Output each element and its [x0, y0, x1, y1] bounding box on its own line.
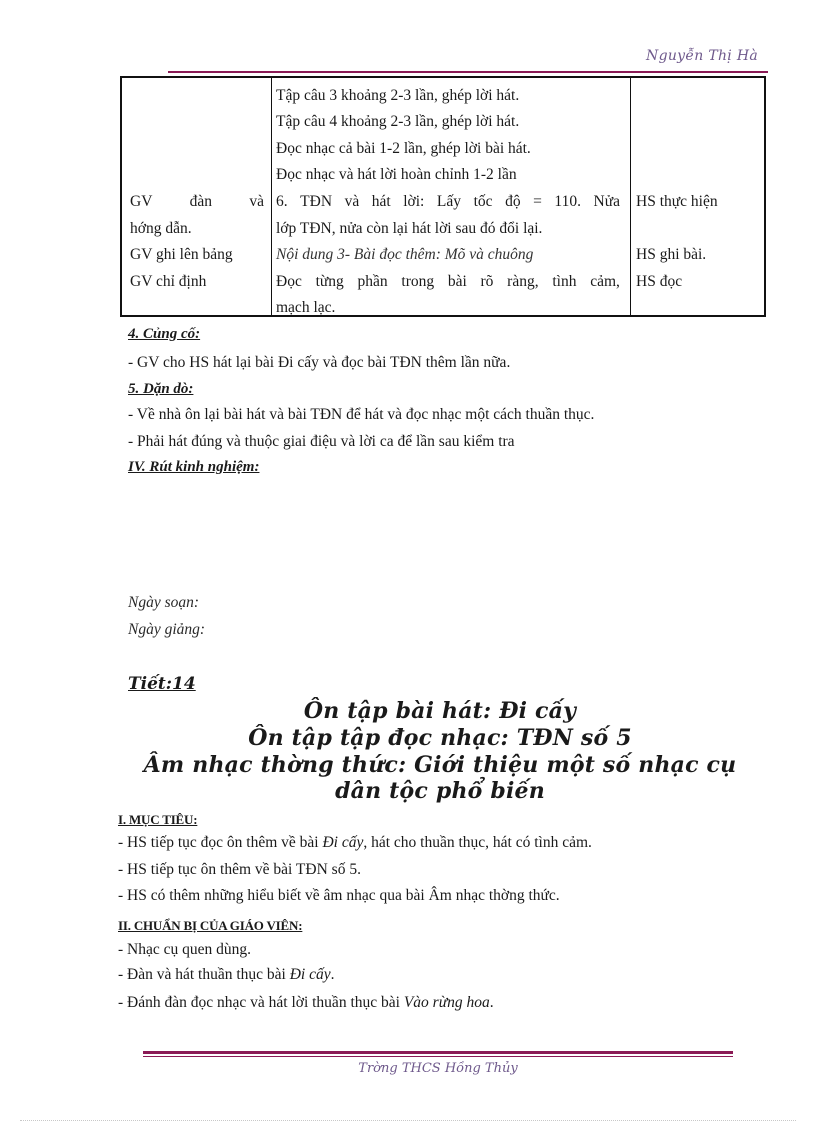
consolidation-line: - GV cho HS hát lại bài Đi cấy và đọc bài TĐN thêm lần nữa. — [128, 354, 511, 371]
preparation-line-2 — [118, 966, 335, 984]
table-left-row-1 — [130, 191, 264, 213]
song-title: Đi cấy — [289, 966, 331, 983]
word: = — [533, 193, 542, 210]
teach-date: Ngày giảng: — [128, 621, 206, 638]
word: trong — [401, 273, 435, 290]
homework-line-2: - Phải hát đúng và thuộc giai điệu và lời ca để lần sau kiểm tra — [128, 433, 515, 450]
objective-line-1 — [118, 834, 592, 852]
word: 6. — [276, 193, 288, 210]
table-left-row-3: GV ghi lên bảng — [130, 246, 233, 263]
text: - Đánh đàn đọc nhạc và hát lời thuần thục bài — [118, 994, 404, 1011]
table-middle-line-1: Tập câu 3 khoảng 2-3 lần, ghép lời hát. — [276, 87, 520, 104]
song-title: Vào rừng hoa — [403, 994, 490, 1011]
page-edge — [20, 1120, 796, 1121]
table-left-word: và — [249, 193, 264, 210]
header-rule — [168, 71, 768, 73]
song-title: Đi cấy — [322, 834, 364, 851]
word: lời: — [403, 193, 425, 210]
preparation-heading: II. CHUẨN BỊ CỦA GIÁO VIÊN: — [118, 918, 303, 933]
word: 110. — [554, 193, 581, 210]
preparation-line-1: - Nhạc cụ quen dùng. — [118, 941, 251, 958]
table-middle-line-5 — [276, 191, 620, 213]
consolidation-heading: 4. Củng cố: — [128, 326, 201, 342]
table-left-row-2: hớng dẫn. — [130, 220, 192, 237]
lesson-title-2: Ôn tập tập đọc nhạc: TĐN số 5 — [248, 725, 632, 751]
prep-date: Ngày soạn: — [128, 594, 200, 611]
text: - Đàn và hát thuần thục bài — [118, 966, 290, 983]
table-left-word: đàn — [189, 193, 213, 210]
table-left-word: GV — [130, 193, 153, 210]
text: . — [330, 966, 335, 983]
word: độ — [505, 193, 521, 210]
table-right-row-1: HS thực hiện — [636, 193, 718, 210]
table-column-divider — [271, 78, 272, 315]
objectives-heading: I. MỤC TIÊU: — [118, 812, 198, 827]
word: Nửa — [593, 193, 620, 210]
table-middle-line-8 — [276, 271, 620, 293]
table-left-row-4: GV chỉ định — [130, 273, 207, 290]
table-middle-line-4: Đọc nhạc và hát lời hoàn chỉnh 1-2 lần — [276, 166, 517, 183]
word: từng — [315, 273, 344, 290]
homework-line-1: - Về nhà ôn lại bài hát và bài TĐN để hát và đọc nhạc một cách thuần thục. — [128, 406, 595, 423]
word: tình — [552, 273, 577, 290]
lesson-number: Tiết:14 — [128, 674, 196, 694]
text: , hát cho thuần thục, hát có tình cảm. — [363, 834, 592, 851]
table-middle-italic: Nội dung 3- Bài đọc thêm: Mõ và chuông — [276, 246, 534, 263]
header-author: Nguyễn Thị Hà — [646, 48, 758, 64]
text: - HS tiếp tục đọc ôn thêm về bài — [118, 834, 323, 851]
table-middle-line-2: Tập câu 4 khoảng 2-3 lần, ghép lời hát. — [276, 113, 520, 130]
table-column-divider — [630, 78, 631, 315]
footer-school: Trờng THCS Hồng Thủy — [358, 1061, 518, 1075]
table-right-row-2: HS ghi bài. — [636, 246, 707, 263]
word: Đọc — [276, 273, 302, 290]
table-middle-line-9: mạch lạc. — [276, 299, 336, 315]
objective-line-2: - HS tiếp tục ôn thêm về bài TĐN số 5. — [118, 861, 361, 878]
word: tốc — [473, 193, 493, 210]
footer-rule — [143, 1056, 733, 1057]
lesson-title-1: Ôn tập bài hát: Đi cấy — [303, 698, 577, 724]
word: TĐN — [300, 193, 333, 210]
word: phần — [357, 273, 388, 290]
word: cảm, — [590, 273, 620, 290]
objective-line-3: - HS có thêm những hiểu biết về âm nhạc qua bài Âm nhạc thờng thức. — [118, 887, 560, 904]
footer-rule — [143, 1051, 733, 1054]
experience-heading: IV. Rút kinh nghiệm: — [128, 459, 260, 475]
word: Lấy — [436, 193, 462, 210]
lesson-title-4: dân tộc phổ biến — [335, 778, 545, 804]
table-middle-line-3: Đọc nhạc cả bài 1-2 lần, ghép lời bài hát. — [276, 140, 531, 157]
table-middle-line-6: lớp TĐN, nửa còn lại hát lời sau đó đổi lại. — [276, 220, 543, 237]
word: hát — [371, 193, 391, 210]
preparation-line-3 — [118, 994, 494, 1012]
table-right-row-3: HS đọc — [636, 273, 683, 290]
word: rõ — [480, 273, 494, 290]
word: ràng, — [507, 273, 539, 290]
word: và — [344, 193, 360, 210]
word: bài — [447, 273, 467, 290]
lesson-title-3: Âm nhạc thờng thức: Giới thiệu một số nhạc cụ — [143, 752, 737, 778]
homework-heading: 5. Dặn dò: — [128, 381, 194, 397]
text: . — [489, 994, 494, 1011]
